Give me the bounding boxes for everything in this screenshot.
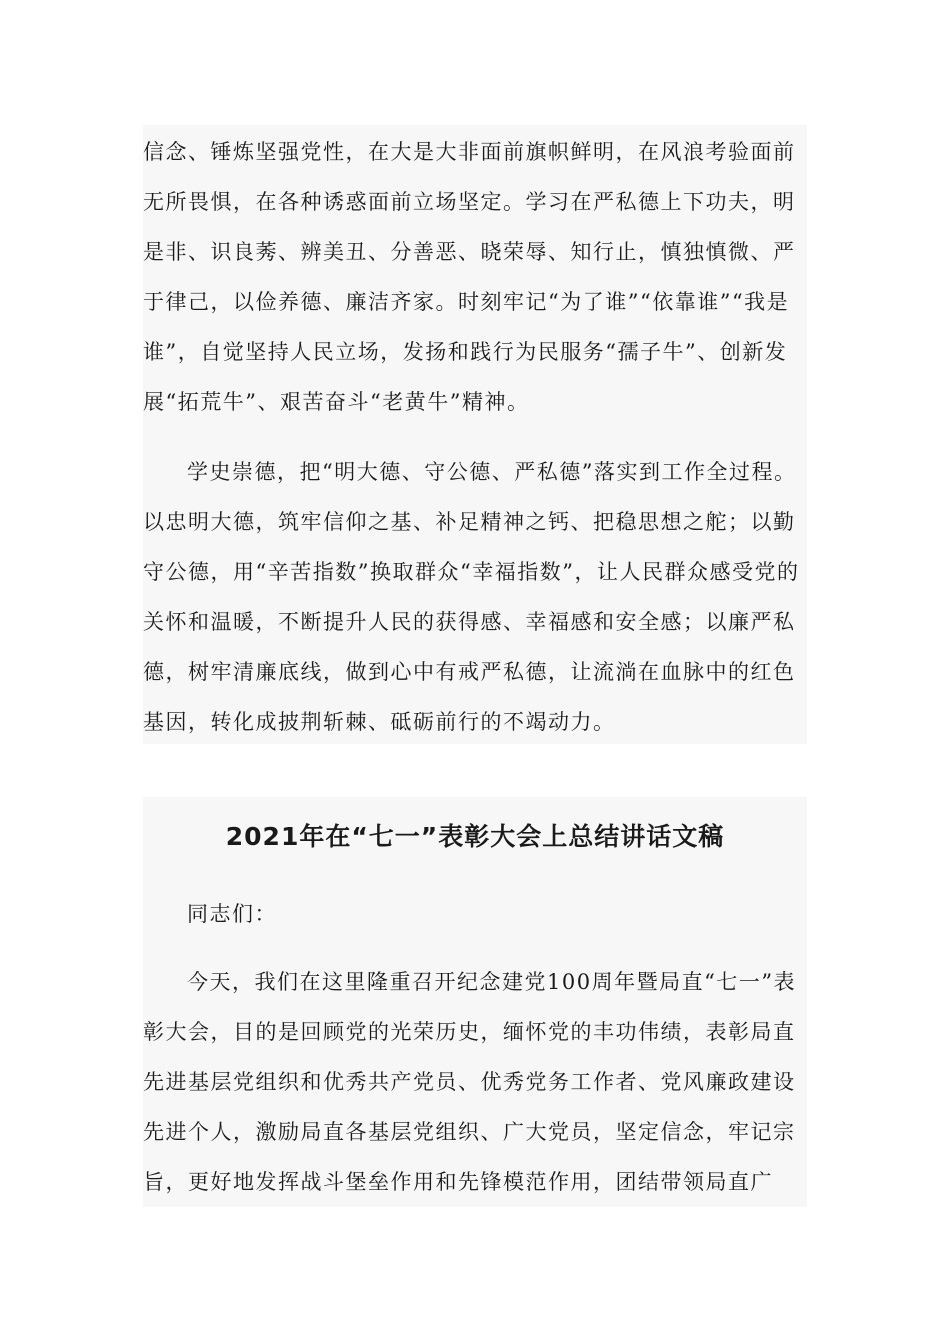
paragraph-discipline: 信念、锤炼坚强党性，在大是大非面前旗帜鲜明，在风浪考验面前无所畏惧，在各种诱惑面前立场坚定。学习在严私德上下功夫，明是非、识良莠、辨美丑、分善恶、晓荣辱、知行止，慎独慎微、严于律己，以俭养德、廉洁齐家。时刻牢记“为了谁”“依靠谁”“我是谁”，自觉坚持人民立场，发扬和践行为民服务“孺子牛”、创新发展“拓荒牛”、艰苦奋斗“老黄牛”精神。 [143,140,796,414]
text-block-top [143,125,807,744]
text-block-bottom [143,797,807,1207]
paragraph-virtue: 学史崇德，把“明大德、守公德、严私德”落实到工作全过程。以忠明大德，筑牢信仰之基、补足精神之钙、把稳思想之舵；以勤守公德，用“辛苦指数”换取群众“幸福指数”，让人民群众感受党的关怀和温暖，不断提升人民的获得感、幸福感和安全感；以廉严私德，树牢清廉底线，做到心中有戒严私德，让流淌在血脉中的红色基因，转化成披荆斩棘、砥砺前行的不竭动力。 [143,460,800,734]
document-title: 2021年在“七一”表彰大会上总结讲话文稿 [225,822,725,851]
salutation: 同志们： [187,902,277,926]
paragraph-opening: 今天，我们在这里隆重召开纪念建党100周年暨局直“七一”表彰大会，目的是回顾党的光荣历史，缅怀党的丰功伟绩，表彰局直先进基层党组织和优秀共产党员、优秀党务工作者、党风廉政建设先进个人，激励局直各基层党组织、广大党员，坚定信念，牢记宗旨，更好地发挥战斗堡垒作用和先锋模范作用，团结带领局直广 [143,970,797,1194]
